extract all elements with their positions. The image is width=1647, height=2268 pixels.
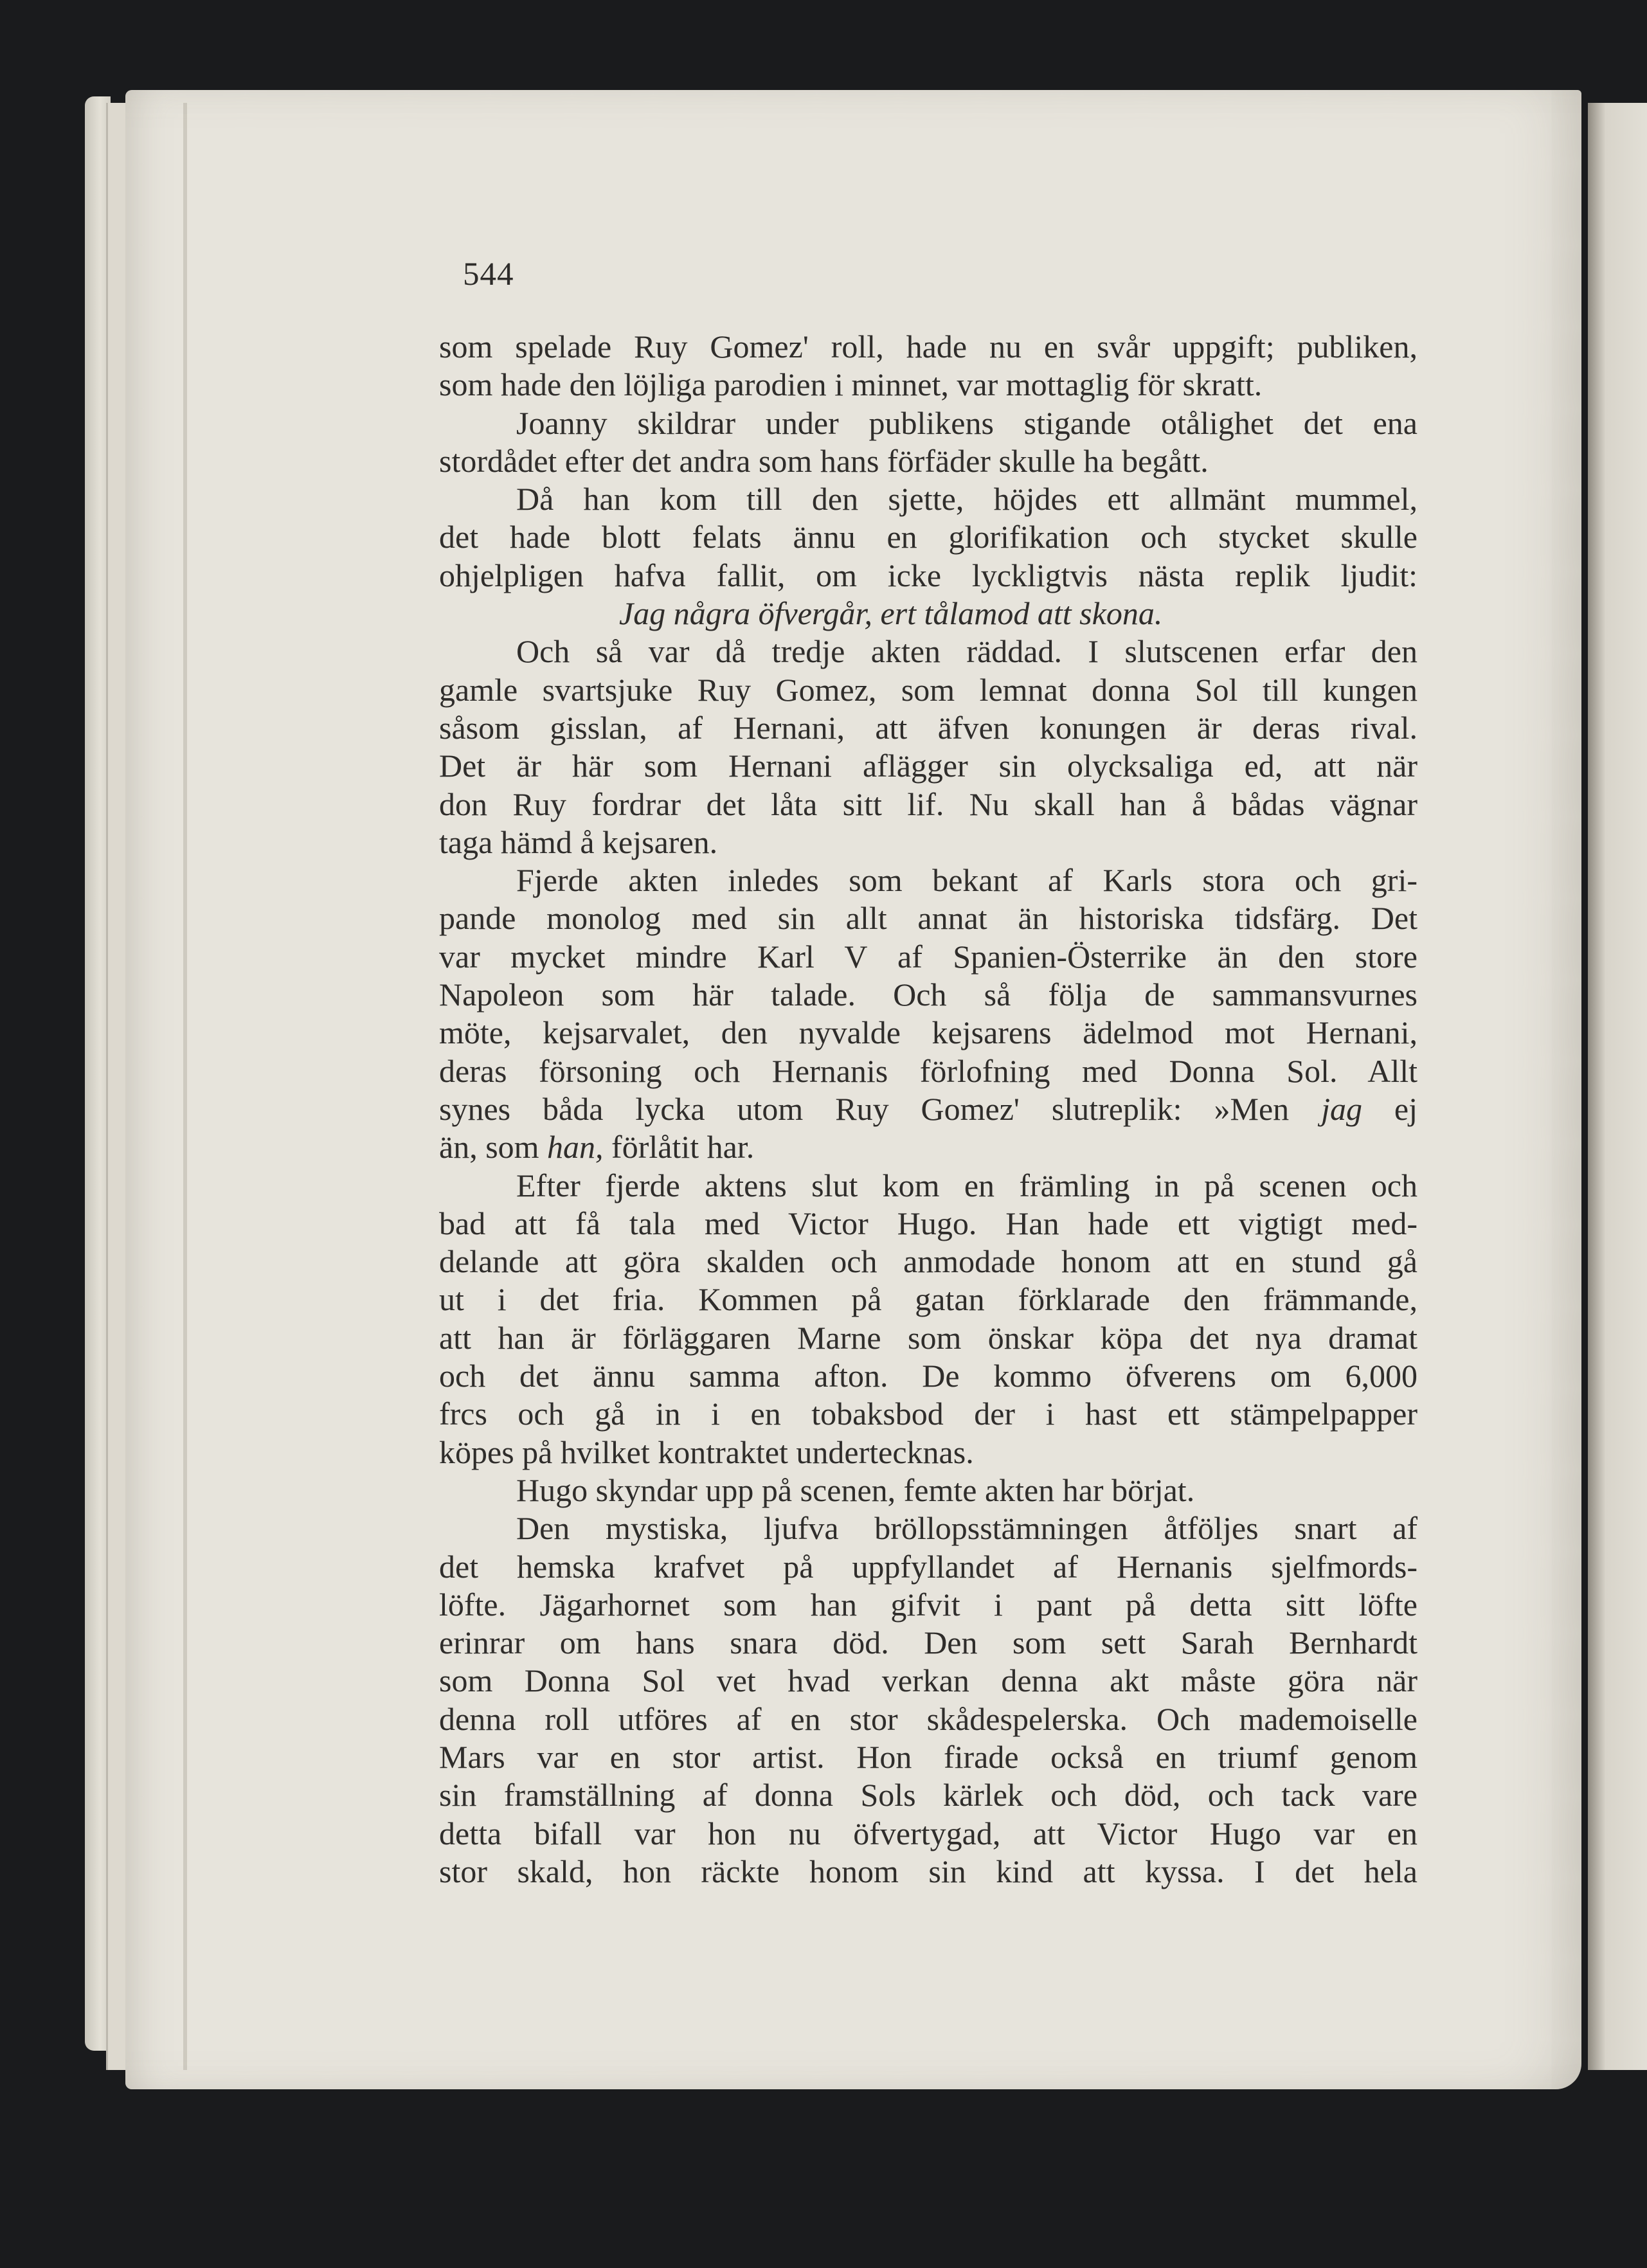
text-segment: än, som [439,1129,548,1166]
text-line [439,1509,1418,1547]
text-line [439,786,1418,824]
text-segment: Napoleon som här talade. Och så följa de sammansvurnes [439,977,1418,1013]
text-line [439,1472,1418,1509]
text-segment: som Donna Sol vet hvad verkan denna akt måste göra när [439,1662,1418,1699]
text-segment: och det ännu samma afton. De kommo öfverens om 6,000 [439,1358,1418,1394]
text-line [439,938,1418,976]
text-segment: frcs och gå in i en tobaksbod der i hast ett stämpelpapper [439,1396,1418,1432]
text-segment: ohjelpligen hafva fallit, om icke lyckligtvis nästa replik ljudit: [439,557,1418,593]
text-line [439,1014,1418,1052]
text-line [439,1624,1418,1662]
text-line [439,1434,1418,1472]
text-segment: don Ruy fordrar det låta sitt lif. Nu skall han å bådas vägnar [439,786,1418,822]
text-line [439,1395,1418,1433]
text-line [439,1205,1418,1243]
text-line [439,1357,1418,1395]
text-line [439,557,1418,595]
text-segment: förlåtit har. [603,1129,755,1166]
text-segment: stordådet efter det andra som hans förfäder skulle ha begått. [439,442,1209,479]
text-segment: var mycket mindre Karl V af Spanien-Österrike än den store [439,938,1418,975]
text-segment: Hugo skyndar upp på scenen, femte akten har börjat. [516,1472,1195,1508]
italic-text: jag [1321,1090,1362,1127]
text-segment: taga hämd å kejsaren. [439,824,718,860]
text-segment: löfte. Jägarhornet som han gifvit i pant på detta sitt löfte [439,1586,1418,1623]
text-segment: deras försoning och Hernanis förlofning med Donna Sol. Allt [439,1052,1418,1089]
text-line [439,1586,1418,1624]
italic-text: han, [547,1129,604,1166]
text-segment: gamle svartsjuke Ruy Gomez, som lemnat donna Sol till kungen [439,671,1418,708]
text-segment: ej [1362,1090,1418,1127]
text-segment: Den mystiska, ljufva bröllopsstämningen åtföljes snart af [516,1510,1418,1547]
text-segment: det hade blott felats ännu en glorifikation och stycket skulle [439,519,1418,555]
text-line [439,1052,1418,1090]
text-segment: det hemska krafvet på uppfyllandet af Hernanis sjelfmords- [439,1548,1418,1585]
text-line [439,1738,1418,1776]
text-line [439,1281,1418,1318]
text-segment: Fjerde akten inledes som bekant af Karls stora och gri- [516,862,1418,899]
text-segment: såsom gisslan, af Hernani, att äfven konungen är deras rival. [439,709,1418,746]
text-segment: denna roll utföres af en stor skådespelerska. Och mademoiselle [439,1700,1418,1737]
text-segment: pande monolog med sin allt annat än historiska tidsfärg. Det [439,900,1418,937]
text-segment: Och så var då tredje akten räddad. I slutscenen erfar den [516,633,1418,670]
text-line [439,442,1418,480]
text-line [439,595,1418,633]
text-line [439,671,1418,709]
text-line [439,480,1418,518]
text-segment: erinrar om hans snara död. Den som sett Sarah Bernhardt [439,1625,1418,1661]
text-line [439,404,1418,442]
text-segment: Mars var en stor artist. Hon firade också en triumf genom [439,1738,1418,1775]
text-line [439,747,1418,785]
text-segment: köpes på hvilket kontraktet undertecknas. [439,1434,974,1470]
text-line [439,1128,1418,1166]
text-line [439,1815,1418,1853]
text-segment: synes båda lycka utom Ruy Gomez' slutreplik: »Men [439,1090,1322,1127]
body-text [439,328,1418,1891]
text-segment: Joanny skildrar under publikens stigande otålighet det ena [516,404,1418,441]
text-line [439,1090,1418,1128]
text-segment: detta bifall var hon nu öfvertygad, att Victor Hugo var en [439,1815,1418,1851]
text-line [439,899,1418,937]
text-line [439,1319,1418,1357]
page-number: 544 [463,256,514,292]
text-line [439,861,1418,899]
text-segment: bad att få tala med Victor Hugo. Han hade ett vigtigt med- [439,1205,1418,1241]
text-segment: Efter fjerde aktens slut kom en främling in på scenen och [516,1167,1418,1203]
text-line [439,1548,1418,1586]
text-line [439,709,1418,747]
text-segment: som spelade Ruy Gomez' roll, hade nu en svår uppgift; publiken, [439,328,1418,364]
text-line [439,1662,1418,1700]
text-line [439,633,1418,670]
text-line [439,518,1418,556]
text-line [439,1243,1418,1281]
facing-page-edge [1588,103,1647,2070]
text-segment: delande att göra skalden och anmodade honom att en stund gå [439,1243,1418,1280]
text-segment: att han är förläggaren Marne som önskar köpa det nya dramat [439,1319,1418,1356]
text-line [439,1167,1418,1205]
text-segment: ut i det fria. Kommen på gatan förklarade den främmande, [439,1281,1418,1318]
text-segment: möte, kejsarvalet, den nyvalde kejsarens ädelmod mot Hernani, [439,1014,1418,1051]
text-segment: Jag några öfvergår, ert tålamod att skona. [619,595,1163,632]
text-line [439,976,1418,1014]
text-line [439,328,1418,366]
text-line [439,1776,1418,1814]
text-line [439,1853,1418,1891]
text-segment: Då han kom till den sjette, höjdes ett allmänt mummel, [516,481,1418,518]
text-segment: sin framställning af donna Sols kärlek och död, och tack vare [439,1777,1418,1814]
text-line [439,366,1418,404]
text-segment: Det är här som Hernani aflägger sin olycksaliga ed, att när [439,748,1418,784]
text-line [439,1700,1418,1738]
text-segment: stor skald, hon räckte honom sin kind att kyssa. I det hela [439,1853,1418,1889]
text-segment: som hade den löjliga parodien i minnet, var mottaglig för skratt. [439,366,1263,403]
text-line [439,824,1418,861]
